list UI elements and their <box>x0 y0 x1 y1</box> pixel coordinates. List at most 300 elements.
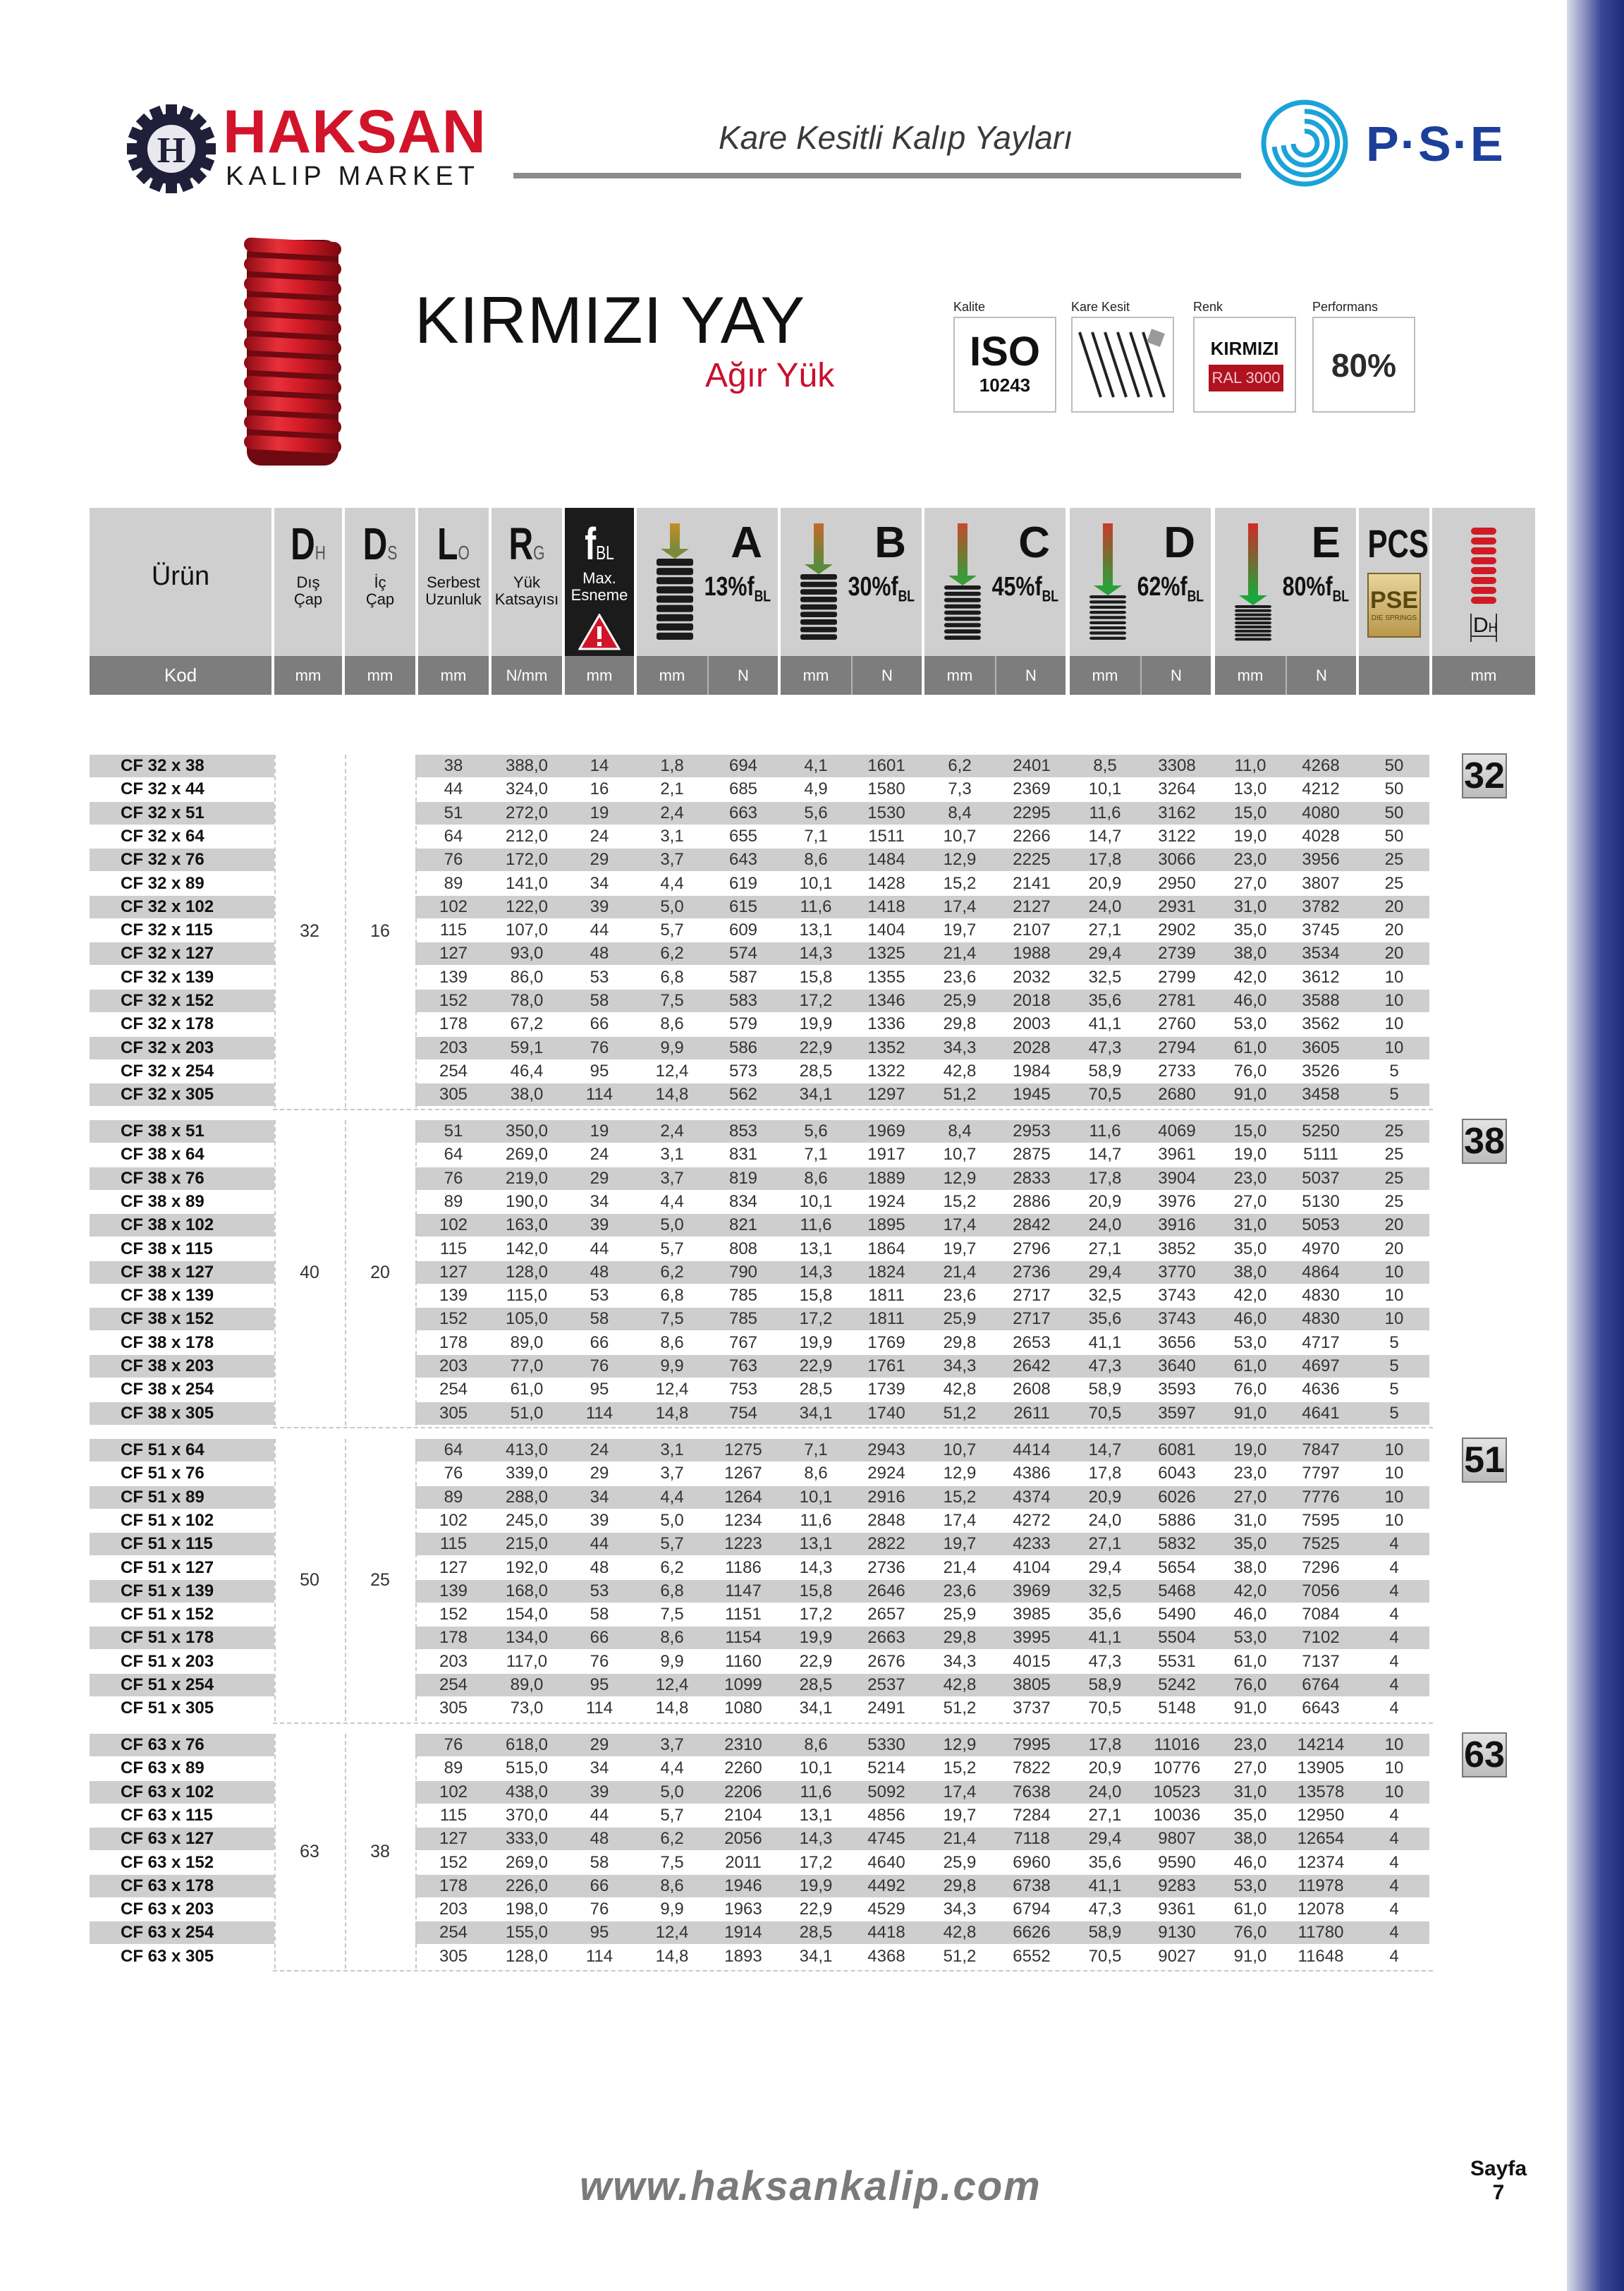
cell-value: 114 <box>585 1699 613 1718</box>
cell-value: 35,6 <box>1088 1605 1122 1624</box>
product-code: CF 51 x 64 <box>121 1440 204 1459</box>
cell-value: 10 <box>1384 1262 1404 1282</box>
product-code: CF 32 x 89 <box>121 873 204 893</box>
cell-value: 115 <box>439 1534 468 1554</box>
cell-value: 5,7 <box>660 1534 684 1554</box>
cell-value: 2608 <box>1013 1380 1051 1399</box>
cell-value: 35,0 <box>1233 1805 1267 1825</box>
cell-value: 8,4 <box>948 803 972 822</box>
rg-label-1: Yük <box>513 573 540 591</box>
cell-value: 339,0 <box>505 1464 549 1483</box>
cell-value: 86,0 <box>510 967 544 987</box>
group-border <box>273 1120 1433 1428</box>
lo-unit: mm <box>418 656 489 695</box>
cell-value: 41,1 <box>1088 1332 1122 1352</box>
cell-value: 93,0 <box>510 944 544 964</box>
cell-value: 2537 <box>867 1675 905 1694</box>
cell-value: 24 <box>590 826 609 846</box>
cell-value: 89 <box>444 1487 463 1507</box>
cell-value: 42,8 <box>943 1675 977 1694</box>
pcs-logo-sub: DIE SPRINGS <box>1371 614 1417 622</box>
cell-value: 643 <box>728 850 758 870</box>
cell-value: 192,0 <box>505 1557 549 1577</box>
cell-value: 562 <box>728 1085 758 1105</box>
badge-box <box>1193 317 1296 413</box>
cell-value: 122,0 <box>505 897 549 916</box>
cell-value: 2794 <box>1158 1038 1196 1057</box>
quality-badge <box>953 300 1056 413</box>
cell-value: 115,0 <box>506 1286 548 1306</box>
cell-value: 35,6 <box>1088 1852 1122 1872</box>
cell-value: 178 <box>439 1628 468 1648</box>
cell-value: 2,4 <box>660 803 684 822</box>
cell-value: 46,4 <box>510 1061 544 1081</box>
table-header <box>90 508 1535 695</box>
cell-value: 34,1 <box>799 1946 833 1966</box>
cell-value: 10 <box>1384 1510 1404 1530</box>
cell-value: 190,0 <box>505 1191 549 1211</box>
header-pcs <box>1359 508 1429 656</box>
cell-value: 7847 <box>1302 1440 1340 1459</box>
cell-value: 4529 <box>867 1900 905 1919</box>
cell-value: 785 <box>728 1286 758 1306</box>
cell-value: 76 <box>444 1735 463 1754</box>
cell-value: 4418 <box>867 1923 905 1943</box>
cell-value: 10 <box>1384 1440 1404 1459</box>
section-badge <box>1071 300 1174 413</box>
product-code: CF 32 x 38 <box>121 756 204 775</box>
cell-value: 19 <box>590 1122 609 1141</box>
cell-value: 615 <box>728 897 758 916</box>
cell-value: 10 <box>1384 991 1404 1010</box>
cell-value: 9,9 <box>660 1038 684 1057</box>
cell-value: 7,3 <box>948 779 972 799</box>
cell-value: 10 <box>1384 1487 1404 1507</box>
product-code: CF 51 x 305 <box>121 1699 214 1718</box>
cell-value: 114 <box>585 1085 613 1105</box>
cell-value: 3597 <box>1158 1403 1196 1423</box>
cell-value: 388,0 <box>505 756 549 775</box>
cell-value: 12,9 <box>943 1735 977 1754</box>
cell-value: 53 <box>590 967 609 987</box>
cell-value: 7,1 <box>804 826 828 846</box>
cell-value: 4368 <box>867 1946 905 1966</box>
cell-value: 12,9 <box>943 1464 977 1483</box>
cell-value: 2902 <box>1158 920 1196 940</box>
cell-value: 39 <box>590 1510 609 1530</box>
cell-value: 154,0 <box>505 1605 549 1624</box>
cell-value: 3985 <box>1013 1605 1051 1624</box>
cell-value: 3976 <box>1158 1191 1196 1211</box>
cell-value: 2733 <box>1158 1061 1196 1081</box>
cell-value: 38,0 <box>1233 1262 1267 1282</box>
cell-value: 370,0 <box>505 1805 549 1825</box>
cell-value: 1914 <box>724 1923 762 1943</box>
cell-value: 39 <box>590 1215 609 1235</box>
cell-value: 29,8 <box>943 1332 977 1352</box>
cell-value: 70,5 <box>1088 1946 1122 1966</box>
cell-value: 1917 <box>867 1145 905 1165</box>
cell-value: 51 <box>444 1122 463 1141</box>
cell-value: 7595 <box>1302 1510 1340 1530</box>
cell-value: 1530 <box>867 803 905 822</box>
cell-value: 574 <box>728 944 758 964</box>
cell-value: 35,0 <box>1233 1239 1267 1258</box>
product-code: CF 32 x 139 <box>121 967 214 987</box>
cell-value: 4028 <box>1302 826 1340 846</box>
cell-value: 2931 <box>1158 897 1196 916</box>
product-code: CF 51 x 115 <box>121 1534 213 1554</box>
cell-value: 583 <box>728 991 758 1010</box>
cell-value: 6,8 <box>660 1581 684 1600</box>
cell-value: 127 <box>439 1262 468 1282</box>
page-label: Sayfa <box>1470 2157 1527 2180</box>
cell-value: 51 <box>444 803 463 822</box>
cell-value: 25,9 <box>943 1852 977 1872</box>
badge-label: Kare Kesit <box>1071 300 1130 314</box>
cell-value: 17,2 <box>799 991 833 1010</box>
cell-value: 3782 <box>1302 897 1340 916</box>
level-unit-mm: mm <box>1215 656 1286 695</box>
cell-value: 64 <box>444 1145 463 1165</box>
cell-value: 10,1 <box>799 1758 833 1778</box>
cell-value: 29,4 <box>1088 1829 1122 1849</box>
fbl-label-2: Esneme <box>570 586 628 604</box>
cell-value: 4830 <box>1302 1309 1340 1329</box>
cell-value: 61,0 <box>1233 1900 1267 1919</box>
product-code: CF 63 x 178 <box>121 1876 214 1895</box>
product-code: CF 32 x 51 <box>121 803 204 822</box>
cell-value: 5,7 <box>660 920 684 940</box>
cell-value: 20,9 <box>1088 1191 1122 1211</box>
cell-value: 5,7 <box>660 1239 684 1258</box>
group-border <box>273 1734 1433 1971</box>
cell-value: 2676 <box>867 1651 905 1671</box>
cell-value: 27,0 <box>1233 1487 1267 1507</box>
inner-diameter-value: 38 <box>370 1841 390 1861</box>
cell-value: 14,7 <box>1088 826 1122 846</box>
cell-value: 853 <box>728 1122 758 1141</box>
cell-value: 14,7 <box>1088 1440 1122 1459</box>
cell-value: 3162 <box>1158 803 1196 822</box>
cell-value: 64 <box>444 1440 463 1459</box>
cell-value: 254 <box>439 1061 468 1081</box>
cell-value: 413,0 <box>505 1440 549 1459</box>
cell-value: 5 <box>1389 1403 1399 1423</box>
cell-value: 2295 <box>1013 803 1051 822</box>
cell-value: 25 <box>1384 1122 1404 1141</box>
cell-value: 2107 <box>1013 920 1051 940</box>
cell-value: 254 <box>439 1380 468 1399</box>
cell-value: 2657 <box>867 1605 905 1624</box>
cell-value: 3,1 <box>660 826 684 846</box>
product-code: CF 63 x 152 <box>121 1852 214 1872</box>
cell-value: 39 <box>590 1782 609 1801</box>
cell-value: 115 <box>439 920 468 940</box>
product-code: CF 32 x 178 <box>121 1014 214 1034</box>
cell-value: 203 <box>439 1651 468 1671</box>
cell-value: 6,2 <box>660 1829 684 1849</box>
product-code: CF 38 x 127 <box>121 1262 214 1282</box>
cell-value: 1988 <box>1013 944 1051 964</box>
cell-value: 3458 <box>1302 1085 1340 1105</box>
cell-value: 831 <box>728 1145 758 1165</box>
website-url[interactable]: www.haksankalip.com <box>580 2163 1042 2209</box>
performance-value: 80% <box>1331 347 1397 384</box>
cell-value: 27,0 <box>1233 873 1267 893</box>
cell-value: 1404 <box>867 920 905 940</box>
cell-value: 1297 <box>867 1085 905 1105</box>
cell-value: 8,6 <box>804 850 828 870</box>
cell-value: 70,5 <box>1088 1085 1122 1105</box>
cell-value: 107,0 <box>505 920 549 940</box>
cell-value: 3264 <box>1158 779 1196 799</box>
level-percent: $62\%f_{BL}$ <box>1137 572 1204 605</box>
cell-value: 2003 <box>1013 1014 1051 1034</box>
cell-value: 5092 <box>867 1782 905 1801</box>
product-code: CF 38 x 139 <box>121 1286 214 1306</box>
cell-value: 1352 <box>867 1038 905 1057</box>
cell-value: 1346 <box>867 991 905 1010</box>
dh-last-symbol: D <box>1473 614 1489 637</box>
cell-value: 1946 <box>724 1876 762 1895</box>
cell-value: 203 <box>439 1038 468 1057</box>
cell-value: 11,6 <box>1089 803 1121 822</box>
cell-value: 5037 <box>1302 1168 1340 1188</box>
level-unit-n: N <box>1286 656 1356 695</box>
cell-value: 4414 <box>1013 1440 1051 1459</box>
diameter-marker: 63 <box>1462 1732 1507 1778</box>
cell-value: 13578 <box>1297 1782 1345 1801</box>
product-code: CF 32 x 64 <box>121 826 204 846</box>
cell-value: 139 <box>439 1286 468 1306</box>
cell-value: 20,9 <box>1088 1758 1122 1778</box>
cell-value: 6960 <box>1013 1852 1051 1872</box>
cell-value: 53 <box>590 1286 609 1306</box>
cell-value: 5250 <box>1302 1122 1340 1141</box>
cell-value: 3956 <box>1302 850 1340 870</box>
header-level-b <box>781 508 922 656</box>
cell-value: 821 <box>728 1215 758 1235</box>
cell-value: 5,7 <box>660 1805 684 1825</box>
cell-value: 10,7 <box>943 826 977 846</box>
cell-value: 61,0 <box>1233 1651 1267 1671</box>
cell-value: 5 <box>1389 1380 1399 1399</box>
cell-value: 25 <box>1384 1191 1404 1211</box>
cell-value: 14,8 <box>655 1699 689 1718</box>
pcs-logo: PSE <box>1369 587 1419 614</box>
urun-label: Ürün <box>151 561 210 591</box>
header-dh-last <box>1432 508 1535 656</box>
iso-number: 10243 <box>979 375 1031 396</box>
cell-value: 17,4 <box>943 897 977 916</box>
cell-value: 5886 <box>1158 1510 1196 1530</box>
cell-value: 4636 <box>1302 1380 1340 1399</box>
cell-value: 31,0 <box>1233 1510 1267 1530</box>
cell-value: 29,8 <box>943 1876 977 1895</box>
document-title: Kare Kesitli Kalıp Yayları <box>719 119 1073 156</box>
cell-value: 76 <box>590 1038 609 1057</box>
cell-value: 24 <box>590 1440 609 1459</box>
cell-value: 11,6 <box>800 1782 832 1801</box>
cell-value: 4 <box>1389 1628 1399 1648</box>
ds-unit: mm <box>345 656 415 695</box>
cell-value: 1811 <box>868 1286 905 1306</box>
lo-label-2: Uzunluk <box>425 590 482 608</box>
row-group-32 <box>90 755 1429 1107</box>
header-level-e <box>1215 508 1356 656</box>
cell-value: 1601 <box>867 756 905 775</box>
cell-value: 2104 <box>724 1805 762 1825</box>
cell-value: 9,9 <box>660 1356 684 1375</box>
cell-value: 13,1 <box>799 1805 833 1825</box>
cell-value: 3534 <box>1302 944 1340 964</box>
cell-value: 11,6 <box>800 1215 832 1235</box>
cell-value: 790 <box>728 1262 758 1282</box>
level-unit-mm: mm <box>781 656 851 695</box>
cell-value: 1769 <box>867 1332 905 1352</box>
cell-value: 1893 <box>724 1946 762 1966</box>
cell-value: 11648 <box>1298 1946 1344 1966</box>
cell-value: 24,0 <box>1088 897 1122 916</box>
cell-value: 4970 <box>1302 1239 1340 1258</box>
cell-value: 42,0 <box>1233 1286 1267 1306</box>
product-code: CF 32 x 102 <box>121 897 214 916</box>
cell-value: 42,8 <box>943 1380 977 1399</box>
dh-sub: H <box>315 542 326 564</box>
cell-value: 102 <box>439 1510 468 1530</box>
lo-label-1: Serbest <box>427 573 480 591</box>
cell-value: 7,1 <box>804 1440 828 1459</box>
gear-logo-icon <box>126 103 217 195</box>
cell-value: 25 <box>1384 873 1404 893</box>
cell-value: 17,8 <box>1088 1735 1122 1754</box>
level-percent: $13\%f_{BL}$ <box>704 572 771 605</box>
pse-box-icon <box>1367 573 1421 638</box>
cell-value: 42,0 <box>1233 967 1267 987</box>
cell-value: 178 <box>439 1876 468 1895</box>
cell-value: 4 <box>1389 1829 1399 1849</box>
cell-value: 15,2 <box>943 1191 977 1211</box>
product-code: CF 51 x 178 <box>121 1628 214 1648</box>
cell-value: 215,0 <box>505 1534 549 1554</box>
cell-value: 3904 <box>1158 1168 1196 1188</box>
cell-value: 51,2 <box>943 1403 977 1423</box>
cell-value: 51,2 <box>943 1946 977 1966</box>
cell-value: 27,1 <box>1088 920 1122 940</box>
cell-value: 1963 <box>724 1900 762 1919</box>
performance-badge <box>1312 300 1415 413</box>
cell-value: 15,2 <box>943 873 977 893</box>
cell-value: 20,9 <box>1088 873 1122 893</box>
cell-value: 14,3 <box>799 1557 833 1577</box>
cell-value: 6552 <box>1013 1946 1051 1966</box>
cell-value: 17,8 <box>1088 1464 1122 1483</box>
cell-value: 4 <box>1389 1900 1399 1919</box>
cell-value: 10036 <box>1153 1805 1201 1825</box>
cell-value: 7284 <box>1013 1805 1051 1825</box>
cell-value: 1739 <box>867 1380 905 1399</box>
cell-value: 2310 <box>724 1735 762 1754</box>
cell-value: 27,0 <box>1233 1758 1267 1778</box>
cell-value: 8,5 <box>1093 756 1117 775</box>
cell-value: 17,2 <box>799 1309 833 1329</box>
cell-value: 21,4 <box>943 1829 977 1849</box>
cell-value: 58 <box>590 991 609 1010</box>
cell-value: 1322 <box>867 1061 905 1081</box>
cell-value: 8,6 <box>660 1628 684 1648</box>
level-letter: E <box>1311 518 1341 567</box>
level-unit-mm: mm <box>1070 656 1140 695</box>
cell-value: 38,0 <box>1233 944 1267 964</box>
cell-value: 76 <box>590 1356 609 1375</box>
cell-value: 2206 <box>724 1782 762 1801</box>
outer-diameter-value: 32 <box>300 920 319 941</box>
cell-value: 14,3 <box>799 1262 833 1282</box>
cell-value: 91,0 <box>1233 1699 1267 1718</box>
cell-value: 25 <box>1384 1168 1404 1188</box>
cell-value: 48 <box>590 1557 609 1577</box>
outer-diameter-value: 50 <box>300 1569 319 1590</box>
cell-value: 12,4 <box>655 1380 689 1399</box>
cell-value: 53,0 <box>1233 1332 1267 1352</box>
header-rg <box>492 508 562 656</box>
cell-value: 6,2 <box>660 944 684 964</box>
cell-value: 48 <box>590 944 609 964</box>
level-percent: $30\%f_{BL}$ <box>848 572 915 605</box>
cell-value: 24,0 <box>1088 1782 1122 1801</box>
cell-value: 14214 <box>1297 1735 1345 1754</box>
cell-value: 4 <box>1389 1876 1399 1895</box>
product-code: CF 63 x 254 <box>121 1923 214 1943</box>
cell-value: 25,9 <box>943 1605 977 1624</box>
cell-value: 9807 <box>1158 1829 1196 1849</box>
cell-value: 22,9 <box>799 1038 833 1057</box>
cell-value: 178 <box>439 1332 468 1352</box>
cell-value: 29 <box>590 1168 609 1188</box>
header-level-d <box>1070 508 1211 656</box>
cell-value: 17,2 <box>799 1605 833 1624</box>
cell-value: 35,0 <box>1233 920 1267 940</box>
cell-value: 7525 <box>1302 1534 1340 1554</box>
cell-value: 3562 <box>1302 1014 1340 1034</box>
cell-value: 76,0 <box>1233 1923 1267 1943</box>
dh-last-sub: H <box>1488 621 1498 635</box>
cell-value: 34,3 <box>943 1356 977 1375</box>
cell-value: 66 <box>590 1332 609 1352</box>
cell-value: 41,1 <box>1088 1876 1122 1895</box>
cell-value: 115 <box>439 1805 468 1825</box>
cell-value: 2736 <box>867 1557 905 1577</box>
cell-value: 17,8 <box>1088 1168 1122 1188</box>
cell-value: 10,1 <box>1088 779 1122 799</box>
cell-value: 27,1 <box>1088 1239 1122 1258</box>
ral-code: RAL 3000 <box>1209 365 1283 391</box>
product-code: CF 38 x 102 <box>121 1215 214 1235</box>
cell-value: 58,9 <box>1088 1061 1122 1081</box>
cell-value: 28,5 <box>799 1675 833 1694</box>
cell-value: 3526 <box>1302 1061 1340 1081</box>
dh-unit: mm <box>274 656 342 695</box>
cell-value: 254 <box>439 1923 468 1943</box>
cell-value: 19,0 <box>1233 1440 1267 1459</box>
cell-value: 2799 <box>1158 967 1196 987</box>
cell-value: 3969 <box>1013 1581 1051 1600</box>
product-code: CF 38 x 203 <box>121 1356 214 1375</box>
cell-value: 7102 <box>1302 1628 1340 1648</box>
cell-value: 20 <box>1384 897 1404 916</box>
cell-value: 23,0 <box>1233 1735 1267 1754</box>
